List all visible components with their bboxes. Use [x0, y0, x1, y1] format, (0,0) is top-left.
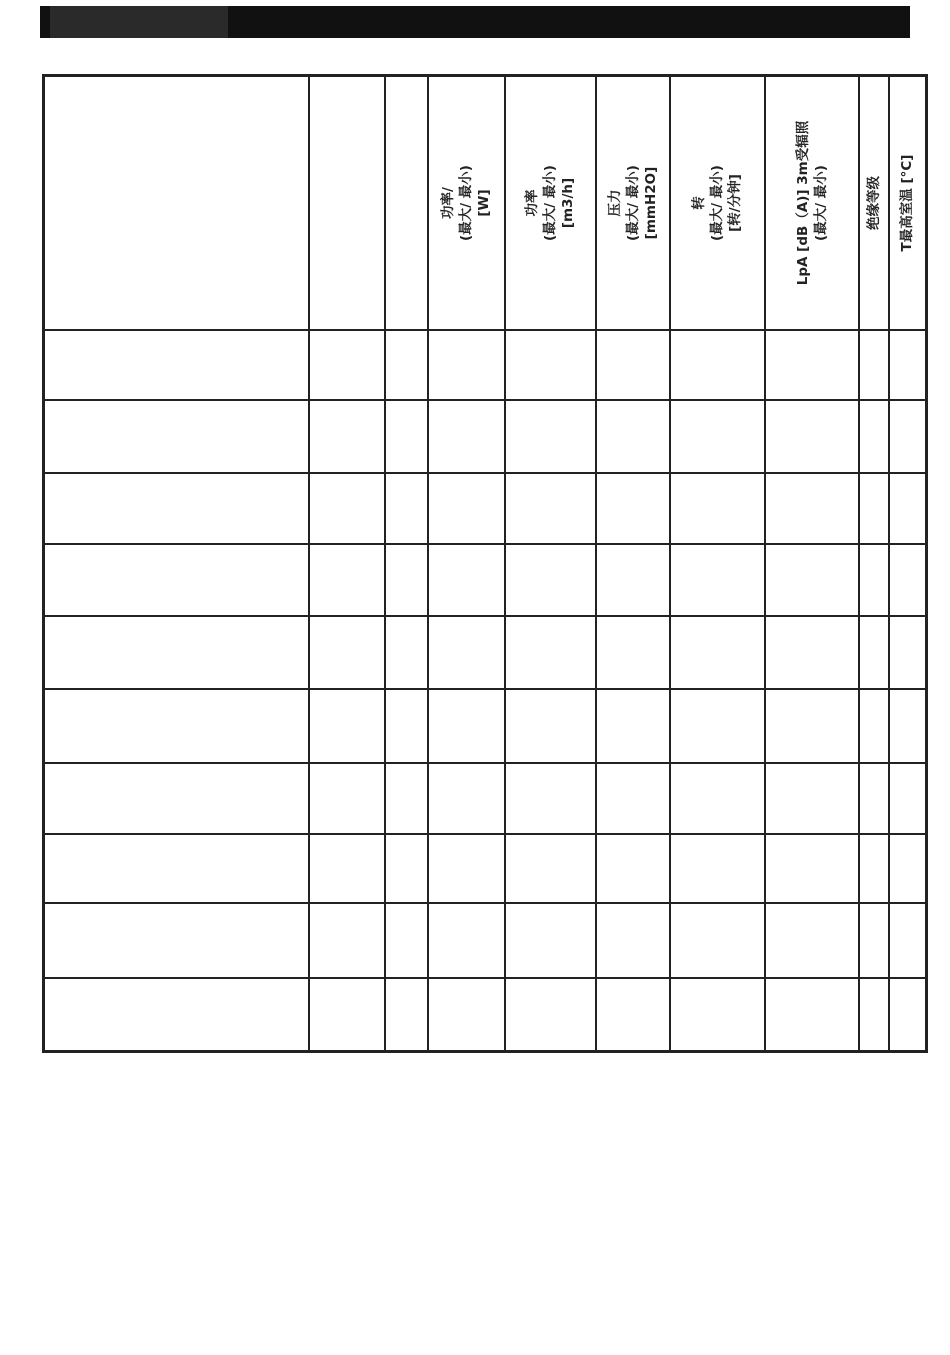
table-cell [889, 400, 927, 473]
header-power [428, 76, 505, 331]
table-cell [385, 330, 428, 400]
table-cell [505, 544, 596, 616]
table-cell [385, 473, 428, 544]
table-cell [44, 903, 309, 978]
header-pressure-line3: [mmH2O] [642, 166, 659, 240]
table-cell [44, 978, 309, 1051]
table-cell [596, 330, 670, 400]
table-cell [765, 616, 859, 689]
table-cell [505, 978, 596, 1051]
header-flow-line2: (最大/ 最小) [542, 165, 558, 241]
table-cell [505, 834, 596, 903]
header-speed-line2: (最大/ 最小) [709, 165, 725, 241]
header-power-line2: (最大/ 最小) [458, 165, 474, 241]
table-cell [596, 616, 670, 689]
table-cell [385, 903, 428, 978]
table-cell [505, 400, 596, 473]
table-cell [859, 903, 889, 978]
table-cell [385, 834, 428, 903]
spec-table-container [42, 74, 928, 1053]
table-cell [428, 400, 505, 473]
table-cell [309, 616, 385, 689]
table-cell [309, 473, 385, 544]
table-cell [670, 616, 765, 689]
table-cell [385, 616, 428, 689]
table-cell [309, 903, 385, 978]
header-max-temp [889, 76, 927, 331]
table-cell [44, 616, 309, 689]
table-cell [596, 544, 670, 616]
table-row [44, 903, 927, 978]
table-cell [889, 616, 927, 689]
table-cell [44, 834, 309, 903]
header-max-temp-line1: T最高室温 [°C] [899, 154, 916, 252]
table-cell [428, 330, 505, 400]
table-cell [765, 978, 859, 1051]
header-code [309, 76, 385, 331]
table-cell [44, 763, 309, 834]
table-cell [859, 544, 889, 616]
spec-table [42, 74, 928, 1053]
table-cell [670, 903, 765, 978]
table-cell [428, 473, 505, 544]
table-cell [309, 978, 385, 1051]
table-cell [309, 763, 385, 834]
table-cell [765, 473, 859, 544]
table-cell [44, 689, 309, 763]
table-cell [859, 689, 889, 763]
table-cell [505, 903, 596, 978]
table-cell [385, 544, 428, 616]
table-cell [505, 473, 596, 544]
table-cell [889, 330, 927, 400]
table-cell [428, 978, 505, 1051]
table-cell [596, 834, 670, 903]
table-cell [309, 330, 385, 400]
header-insulation [859, 76, 889, 331]
table-cell [670, 763, 765, 834]
header-speed [670, 76, 765, 331]
table-cell [859, 400, 889, 473]
table-cell [670, 330, 765, 400]
table-cell [596, 400, 670, 473]
table-cell [859, 473, 889, 544]
table-cell [859, 330, 889, 400]
header-flow-line1: 功率 [524, 189, 540, 217]
table-cell [670, 689, 765, 763]
table-cell [596, 473, 670, 544]
table-row [44, 473, 927, 544]
table-cell [670, 400, 765, 473]
table-cell [596, 903, 670, 978]
table-cell [44, 473, 309, 544]
header-row [44, 76, 927, 331]
header-insulation-line1: 绝缘等级 [865, 176, 882, 230]
table-cell [505, 763, 596, 834]
table-cell [596, 763, 670, 834]
table-cell [889, 903, 927, 978]
table-cell [889, 689, 927, 763]
table-cell [765, 834, 859, 903]
table-cell [765, 330, 859, 400]
table-cell [428, 903, 505, 978]
table-cell [385, 400, 428, 473]
table-cell [889, 763, 927, 834]
header-speed-line1: 转 [691, 196, 707, 210]
table-row [44, 978, 927, 1051]
table-cell [889, 473, 927, 544]
table-cell [859, 834, 889, 903]
table-cell [889, 544, 927, 616]
header-power-line3: [W] [476, 189, 492, 217]
table-cell [428, 544, 505, 616]
table-cell [505, 330, 596, 400]
table-cell [765, 763, 859, 834]
table-cell [670, 473, 765, 544]
header-power-line1: 功率/ [440, 187, 456, 219]
header-tab [50, 6, 228, 38]
header-speed-line3: [转/分钟] [727, 174, 743, 232]
table-cell [428, 834, 505, 903]
table-cell [309, 544, 385, 616]
table-cell [670, 834, 765, 903]
table-row [44, 544, 927, 616]
table-body [44, 330, 927, 1051]
table-cell [765, 544, 859, 616]
table-cell [596, 978, 670, 1051]
table-cell [44, 330, 309, 400]
table-cell [765, 689, 859, 763]
table-cell [309, 689, 385, 763]
table-row [44, 834, 927, 903]
table-cell [670, 544, 765, 616]
table-cell [889, 834, 927, 903]
table-cell [385, 978, 428, 1051]
table-cell [505, 689, 596, 763]
table-row [44, 400, 927, 473]
table-cell [670, 978, 765, 1051]
table-cell [385, 763, 428, 834]
table-cell [765, 400, 859, 473]
table-cell [505, 616, 596, 689]
header-noise-line2: (最大/ 最小) [812, 165, 829, 241]
table-cell [44, 544, 309, 616]
header-model [44, 76, 309, 331]
table-cell [596, 689, 670, 763]
table-cell [859, 978, 889, 1051]
table-cell [428, 763, 505, 834]
header-noise-line1: LpA [dB（A)] 3m受辐照 [794, 120, 811, 286]
table-cell [859, 763, 889, 834]
table-cell [765, 903, 859, 978]
header-flow-line3: [m3/h] [560, 177, 576, 229]
table-cell [428, 616, 505, 689]
header-flow [505, 76, 596, 331]
table-cell [859, 616, 889, 689]
header-pressure-line2: (最大/ 最小) [624, 165, 641, 241]
header-small [385, 76, 428, 331]
table-cell [428, 689, 505, 763]
table-cell [309, 400, 385, 473]
table-cell [889, 978, 927, 1051]
table-row [44, 616, 927, 689]
header-noise [765, 76, 859, 331]
header-bar [40, 6, 910, 38]
table-cell [44, 400, 309, 473]
table-cell [385, 689, 428, 763]
header-pressure [596, 76, 670, 331]
table-row [44, 330, 927, 400]
table-row [44, 763, 927, 834]
header-pressure-line1: 压力 [606, 189, 623, 217]
table-row [44, 689, 927, 763]
table-cell [309, 834, 385, 903]
